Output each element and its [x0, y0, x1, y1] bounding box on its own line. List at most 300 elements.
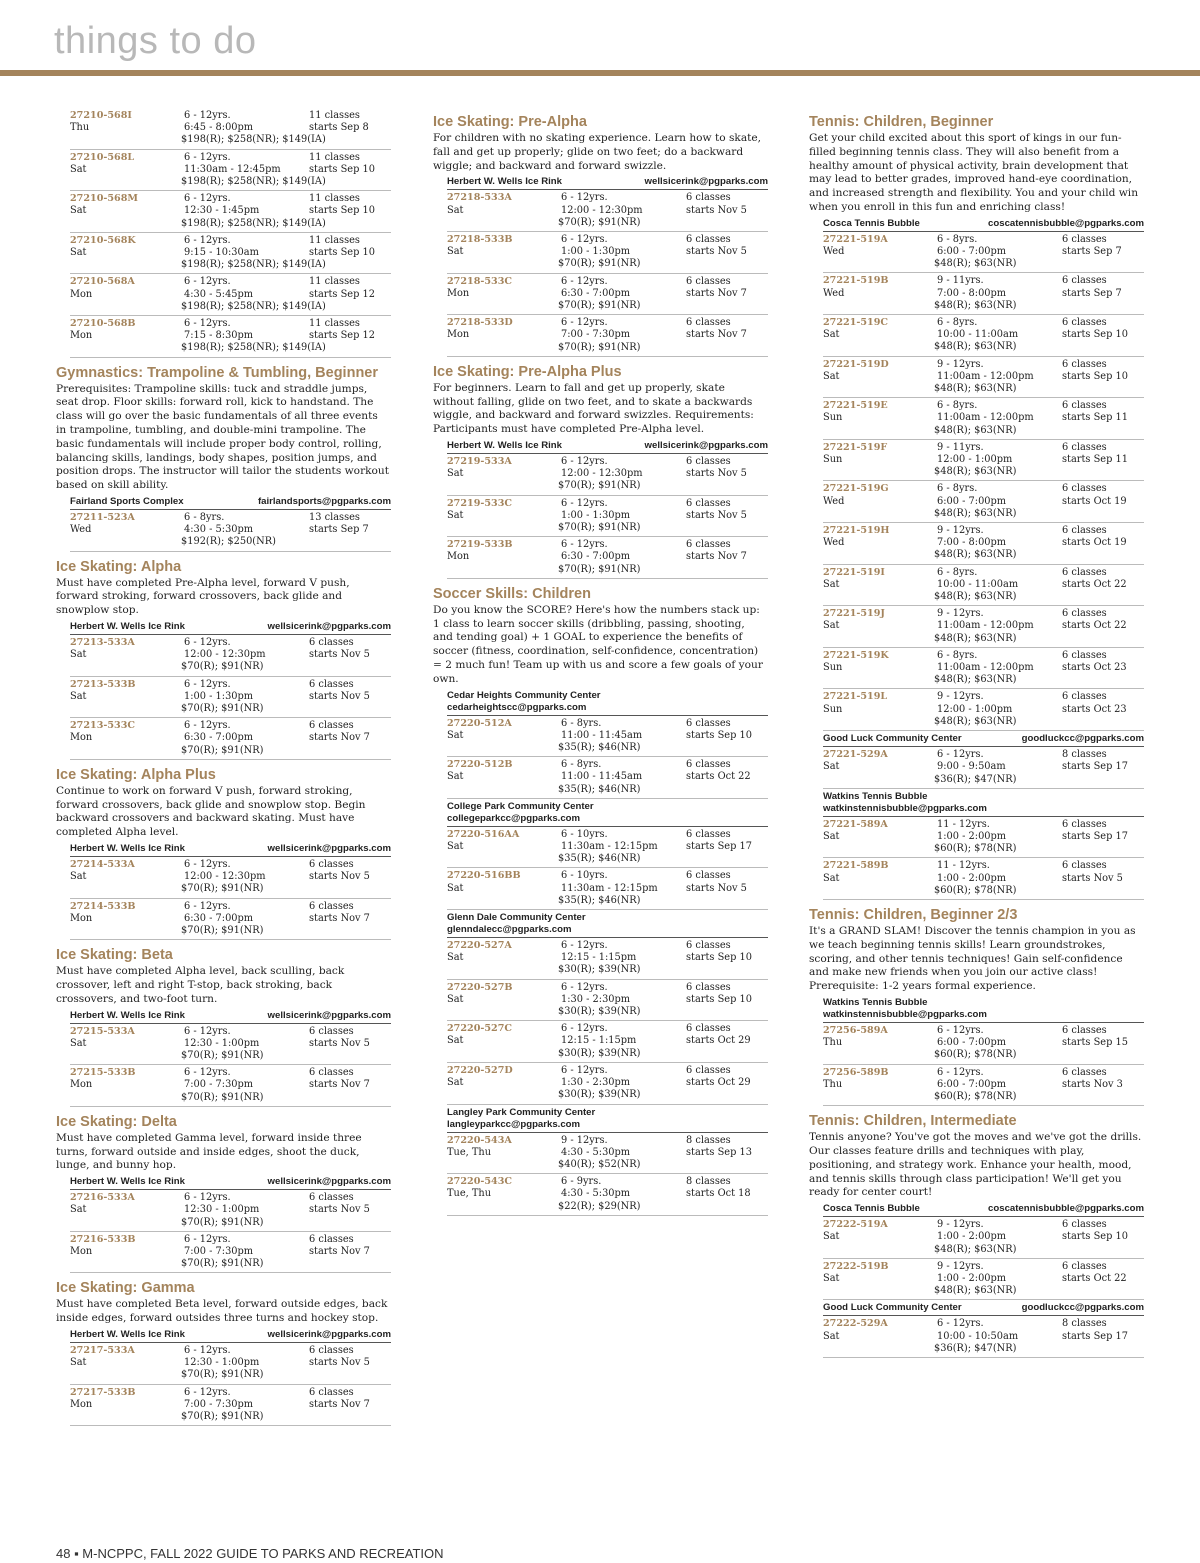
activity-time: 6:30 - 7:00pm — [561, 551, 631, 563]
activity-age: 6 - 12yrs. — [184, 720, 231, 732]
activity-fee: $60(R); $78(NR) — [934, 1090, 1017, 1102]
activity-time: 7:00 - 7:30pm — [561, 329, 631, 341]
activity-time: 9:00 - 9:50am — [937, 761, 1006, 773]
activity-fee: $36(R); $47(NR) — [934, 773, 1017, 785]
activity-start: starts Oct 22 — [1062, 578, 1127, 590]
activity-day: Sat — [447, 771, 464, 783]
activity-classes: 6 classes — [309, 720, 354, 732]
activity-start: starts Oct 22 — [1062, 620, 1127, 632]
activity-code: 27216-533A — [70, 1192, 135, 1204]
activity-code: 27221-519J — [823, 608, 885, 620]
activity-day: Wed — [823, 245, 845, 257]
activity-fee: $60(R); $78(NR) — [934, 843, 1017, 855]
activity-start: starts Nov 7 — [309, 912, 370, 924]
activity-day: Sat — [70, 163, 87, 175]
activity-day: Sun — [823, 412, 843, 424]
activity-row — [447, 827, 768, 869]
activity-start: starts Nov 7 — [309, 1398, 370, 1410]
activity-age: 6 - 8yrs. — [937, 400, 978, 412]
activity-code: 27220-527D — [447, 1064, 513, 1076]
activity-fee: $48(R); $63(NR) — [934, 341, 1017, 353]
location-email: wellsicerink@pgparks.com — [644, 440, 768, 452]
activity-start: starts Sep 11 — [1062, 412, 1128, 424]
activity-code: 27215-533B — [70, 1067, 136, 1079]
program-section — [433, 364, 768, 579]
activity-fee: $48(R); $63(NR) — [934, 299, 1017, 311]
activity-age: 6 - 12yrs. — [561, 317, 608, 329]
activity-fee: $70(R); $91(NR) — [558, 563, 641, 575]
activity-row — [823, 1023, 1144, 1065]
location-header — [447, 1107, 768, 1133]
activity-start: starts Sep 10 — [686, 952, 752, 964]
activity-code: 27221-589A — [823, 818, 888, 830]
activity-fee: $48(R); $63(NR) — [934, 424, 1017, 436]
activity-code: 27220-512A — [447, 717, 512, 729]
activity-day: Sat — [70, 1204, 87, 1216]
activity-row — [823, 648, 1144, 690]
activity-row — [823, 440, 1144, 482]
activity-row — [447, 938, 768, 980]
activity-day: Sat — [447, 952, 464, 964]
activity-time: 1:00 - 1:30pm — [561, 509, 631, 521]
activity-day: Sat — [70, 690, 87, 702]
activity-code: 27219-533A — [447, 456, 512, 468]
activity-start: starts Nov 7 — [309, 1079, 370, 1091]
activity-classes: 6 classes — [1062, 1066, 1107, 1078]
activity-fee: $30(R); $39(NR) — [558, 964, 641, 976]
location-email: wellsicerink@pgparks.com — [267, 1176, 391, 1188]
activity-start: starts Nov 5 — [1062, 872, 1123, 884]
activity-time: 7:00 - 8:00pm — [937, 287, 1007, 299]
activity-time: 1:00 - 1:30pm — [184, 690, 254, 702]
activity-fee: $198(R); $258(NR); $149(IA) — [181, 300, 326, 312]
activity-day: Sat — [70, 247, 87, 259]
activity-row — [823, 1259, 1144, 1301]
activity-classes: 8 classes — [686, 1134, 731, 1146]
activity-time: 10:00 - 11:00am — [937, 578, 1019, 590]
activity-age: 6 - 12yrs. — [561, 456, 608, 468]
location-block — [823, 997, 1144, 1106]
activity-start: starts Sep 10 — [309, 247, 375, 259]
activity-time: 11:30am - 12:45pm — [184, 163, 281, 175]
activity-fee: $30(R); $39(NR) — [558, 1089, 641, 1101]
activity-code: 27221-519E — [823, 400, 888, 412]
activity-row — [823, 273, 1144, 315]
activity-classes: 8 classes — [1062, 1318, 1107, 1330]
activity-start: starts Nov 7 — [686, 551, 747, 563]
page-title: things to do — [54, 20, 257, 62]
activity-classes: 6 classes — [686, 940, 731, 952]
activity-start: starts Nov 3 — [1062, 1078, 1123, 1090]
activity-code: 27256-589A — [823, 1024, 888, 1036]
program-description: It's a GRAND SLAM! Discover the tennis champion in you as we teach beginning tennis skills! Learn groundstrokes, scoring, and other tennis techniques! Gain self-confidence and make new friends when you join our active class! Prerequisite: 1-2 years formal experience. — [809, 924, 1136, 993]
program-title: Ice Skating: Pre-Alpha Plus — [433, 363, 622, 380]
activity-row — [823, 232, 1144, 274]
activity-day: Wed — [823, 287, 845, 299]
activity-age: 6 - 12yrs. — [184, 637, 231, 649]
activity-time: 11:30am - 12:15pm — [561, 841, 658, 853]
activity-time: 12:30 - 1:00pm — [184, 1037, 260, 1049]
activity-row — [70, 1343, 391, 1385]
program-description: Tennis anyone? You've got the moves and we've got the drills. Our classes feature drills and techniques with play, positioning, and strategy work. Enhance your health, mood, and tennis skills through class participation! We'll get you ready for center court! — [809, 1131, 1142, 1199]
activity-fee: $36(R); $47(NR) — [934, 1342, 1017, 1354]
activity-start: starts Sep 10 — [686, 993, 752, 1005]
location-header — [823, 218, 1144, 232]
activity-time: 10:00 - 10:50am — [937, 1330, 1019, 1342]
activity-start: starts Sep 10 — [1062, 1231, 1128, 1243]
activity-code: 27213-533A — [70, 637, 135, 649]
activity-start: starts Nov 5 — [309, 1037, 370, 1049]
activity-day: Sat — [823, 620, 840, 632]
activity-classes: 6 classes — [1062, 317, 1107, 328]
program-title: Ice Skating: Delta — [56, 1113, 177, 1130]
activity-fee: $35(R); $46(NR) — [558, 853, 641, 865]
activity-code: 27210-568B — [70, 318, 136, 330]
activity-fee: $198(R); $258(NR); $149(IA) — [181, 217, 326, 229]
activity-time: 4:30 - 5:30pm — [184, 524, 254, 536]
location-name: College Park Community Center — [447, 800, 594, 812]
activity-code: 27220-527B — [447, 981, 513, 993]
activity-start: starts Nov 5 — [686, 204, 747, 216]
activity-code: 27222-519A — [823, 1219, 888, 1231]
activity-day: Sat — [823, 578, 840, 590]
activity-time: 12:30 - 1:45pm — [184, 205, 260, 217]
activity-day: Sat — [447, 468, 464, 480]
location-email: goodluckcc@pgparks.com — [1021, 733, 1144, 745]
activity-day: Sat — [823, 329, 840, 341]
activity-time: 1:00 - 2:00pm — [937, 872, 1007, 884]
activity-fee: $70(R); $91(NR) — [181, 744, 264, 756]
activity-row — [447, 1063, 768, 1105]
activity-fee: $70(R); $91(NR) — [181, 1411, 264, 1423]
activity-classes: 6 classes — [686, 981, 731, 993]
activity-age: 6 - 12yrs. — [184, 1345, 231, 1357]
activity-code: 27210-568K — [70, 234, 136, 246]
activity-age: 6 - 12yrs. — [184, 1025, 231, 1037]
location-name: Herbert W. Wells Ice Rink — [70, 1329, 185, 1341]
activity-fee: $40(R); $52(NR) — [558, 1158, 641, 1170]
activity-time: 7:15 - 8:30pm — [184, 330, 254, 342]
activity-classes: 6 classes — [309, 637, 354, 649]
activity-time: 6:30 - 7:00pm — [184, 732, 254, 744]
activity-row — [447, 980, 768, 1022]
activity-classes: 6 classes — [309, 900, 354, 912]
activity-start: starts Oct 19 — [1062, 495, 1127, 507]
program-title: Ice Skating: Beta — [56, 947, 173, 964]
activity-classes: 11 classes — [309, 234, 360, 246]
activity-day: Sun — [823, 454, 843, 466]
location-header — [823, 997, 1144, 1023]
activity-time: 7:00 - 7:30pm — [184, 1246, 254, 1258]
activity-classes: 6 classes — [686, 828, 731, 840]
activity-start: starts Sep 10 — [1062, 370, 1128, 382]
activity-age: 6 - 8yrs. — [184, 512, 225, 524]
activity-classes: 6 classes — [686, 192, 731, 204]
activity-row — [447, 315, 768, 357]
activity-day: Sat — [447, 1035, 464, 1047]
location-block — [70, 843, 391, 940]
location-block — [70, 1176, 391, 1273]
activity-start: starts Oct 18 — [686, 1188, 751, 1200]
page-header — [0, 0, 1200, 80]
activity-age: 6 - 8yrs. — [937, 566, 978, 578]
activity-fee: $48(R); $63(NR) — [934, 549, 1017, 561]
activity-row — [823, 858, 1144, 900]
program-description: Must have completed Pre-Alpha level, forward V push, forward stroking, forward crossovers, back glide and snowplow stop. — [56, 576, 350, 617]
activity-classes: 6 classes — [1062, 649, 1107, 661]
activity-day: Sat — [70, 1037, 87, 1049]
header-rule — [0, 70, 1200, 76]
activity-age: 6 - 12yrs. — [184, 193, 231, 205]
activity-row — [823, 357, 1144, 399]
location-name: Cosca Tennis Bubble — [823, 217, 920, 229]
activity-row — [447, 1174, 768, 1216]
location-email: cedarheightscc@pgparks.com — [447, 701, 587, 713]
activity-code: 27221-519B — [823, 275, 889, 287]
activity-age: 6 - 12yrs. — [184, 110, 231, 121]
activity-start: starts Nov 5 — [686, 882, 747, 894]
activity-day: Mon — [70, 732, 93, 744]
program-title: Soccer Skills: Children — [433, 585, 591, 602]
activity-start: starts Sep 10 — [1062, 329, 1128, 341]
program-description: Prerequisites: Trampoline skills: tuck and straddle jumps, seat drop. Floor skills: forward roll, kick to handstand. The class will go over the basic fundamentals of all three events in trampoline, tumbling, and double-mini trampoline. The basic fundamentals will include proper body control, rolling, balancing skills, landings, body shapes, position jumps, and position drops. The instructor will tailor the students workout based on skill ability. — [56, 382, 390, 492]
activity-row — [447, 716, 768, 758]
activity-start: starts Sep 11 — [1062, 454, 1128, 466]
activity-day: Sat — [823, 370, 840, 382]
activity-fee: $30(R); $39(NR) — [558, 1006, 641, 1018]
activity-day: Tue, Thu — [447, 1146, 492, 1158]
activity-classes: 6 classes — [1062, 691, 1107, 703]
activity-row — [823, 523, 1144, 565]
activity-age: 9 - 12yrs. — [937, 1219, 984, 1231]
activity-day: Sat — [447, 729, 464, 741]
activity-classes: 6 classes — [309, 1233, 354, 1245]
location-block — [447, 1107, 768, 1216]
activity-row — [70, 233, 391, 275]
activity-row — [70, 1190, 391, 1232]
activity-age: 6 - 12yrs. — [184, 1067, 231, 1079]
activity-time: 12:30 - 1:00pm — [184, 1357, 260, 1369]
activity-start: starts Oct 22 — [1062, 1272, 1127, 1284]
activity-time: 6:45 - 8:00pm — [184, 122, 254, 134]
activity-start: starts Nov 7 — [686, 287, 747, 299]
activity-age: 6 - 9yrs. — [561, 1176, 602, 1188]
activity-time: 12:00 - 1:00pm — [937, 703, 1013, 715]
activity-code: 27221-519C — [823, 317, 889, 328]
activity-day: Wed — [70, 524, 92, 536]
activity-day: Sat — [823, 830, 840, 842]
location-email: watkinstennisbubble@pgparks.com — [823, 1008, 987, 1020]
activity-time: 6:00 - 7:00pm — [937, 1037, 1007, 1049]
activity-day: Sat — [823, 1272, 840, 1284]
activity-age: 6 - 10yrs. — [561, 870, 608, 882]
activity-start: starts Sep 15 — [1062, 1037, 1128, 1049]
activity-day: Thu — [823, 1037, 843, 1049]
activity-start: starts Oct 22 — [686, 771, 751, 783]
activity-day: Mon — [70, 1398, 93, 1410]
location-email: wellsicerink@pgparks.com — [267, 843, 391, 855]
program-description: Continue to work on forward V push, forward stroking, forward crossovers, back glide and snowplow stop. Begin backward crossovers and backward skating. Must have completed Alpha level. — [56, 784, 366, 839]
activity-start: starts Oct 19 — [1062, 537, 1127, 549]
program-title: Ice Skating: Alpha Plus — [56, 766, 216, 783]
column-1 — [56, 108, 391, 1433]
activity-age: 9 - 11yrs. — [937, 275, 984, 287]
activity-row — [70, 857, 391, 899]
activity-time: 10:00 - 11:00am — [937, 329, 1019, 341]
activity-code: 27215-533A — [70, 1025, 135, 1037]
activity-fee: $70(R); $91(NR) — [558, 216, 641, 228]
activity-classes: 6 classes — [1062, 525, 1107, 537]
activity-row — [823, 747, 1144, 789]
activity-start: starts Nov 5 — [309, 871, 370, 883]
location-name: Good Luck Community Center — [823, 733, 962, 745]
location-header — [823, 1203, 1144, 1217]
activity-classes: 6 classes — [1062, 275, 1107, 287]
activity-classes: 6 classes — [1062, 1219, 1107, 1231]
activity-start: starts Oct 29 — [686, 1077, 751, 1089]
activity-age: 6 - 12yrs. — [184, 234, 231, 246]
activity-row — [447, 454, 768, 496]
activity-fee: $22(R); $29(NR) — [558, 1200, 641, 1212]
activity-code: 27210-568L — [70, 151, 135, 163]
activity-row — [447, 232, 768, 274]
location-name: Watkins Tennis Bubble — [823, 790, 928, 802]
activity-start: starts Nov 7 — [309, 1246, 370, 1258]
activity-age: 6 - 8yrs. — [937, 649, 978, 661]
program-title: Tennis: Children, Beginner 2/3 — [809, 906, 1018, 923]
activity-age: 6 - 12yrs. — [561, 497, 608, 509]
activity-fee: $70(R); $91(NR) — [181, 1369, 264, 1381]
activity-start: starts Nov 7 — [309, 732, 370, 744]
activity-day: Sat — [823, 872, 840, 884]
activity-code: 27220-516BB — [447, 870, 521, 882]
activity-classes: 11 classes — [309, 193, 360, 205]
activity-fee: $198(R); $258(NR); $149(IA) — [181, 176, 326, 188]
activity-code: 27218-533B — [447, 234, 513, 245]
activity-start: starts Nov 5 — [686, 468, 747, 480]
location-email: collegeparkcc@pgparks.com — [447, 812, 581, 824]
activity-classes: 6 classes — [309, 1067, 354, 1079]
location-header — [447, 912, 768, 938]
activity-row — [823, 481, 1144, 523]
activity-age: 11 - 12yrs. — [937, 818, 990, 830]
activity-code: 27210-568M — [70, 193, 139, 205]
activity-time: 4:30 - 5:45pm — [184, 288, 254, 300]
program-description: Do you know the SCORE? Here's how the numbers stack up: 1 class to learn soccer skills (dribbling, passing, shooting, and tending goal) + 1 GOAL to experience the benefits of soccer (fitness, coordination, self-confidence, concentration) = 2 much fun! Team up with us and score a few goals of your own. — [433, 603, 763, 685]
activity-time: 6:30 - 7:00pm — [561, 287, 631, 299]
location-name: Good Luck Community Center — [823, 1302, 962, 1314]
activity-fee: $70(R); $91(NR) — [181, 703, 264, 715]
activity-day: Sat — [447, 204, 464, 216]
activity-fee: $48(R); $63(NR) — [934, 1285, 1017, 1297]
location-name: Glenn Dale Community Center — [447, 912, 586, 924]
activity-age: 6 - 12yrs. — [184, 1386, 231, 1398]
program-title: Ice Skating: Pre-Alpha — [433, 114, 587, 130]
activity-classes: 6 classes — [1062, 400, 1107, 412]
activity-day: Sat — [70, 649, 87, 661]
activity-code: 27213-533C — [70, 720, 136, 732]
activity-code: 27218-533C — [447, 275, 513, 287]
activity-code: 27221-519F — [823, 441, 888, 453]
activity-fee: $30(R); $39(NR) — [558, 1047, 641, 1059]
activity-day: Wed — [823, 537, 845, 549]
location-email: watkinstennisbubble@pgparks.com — [823, 802, 987, 814]
activity-row — [70, 274, 391, 316]
activity-classes: 13 classes — [309, 512, 360, 524]
activity-time: 4:30 - 5:30pm — [561, 1146, 631, 1158]
location-block — [823, 218, 1144, 731]
activity-fee: $35(R); $46(NR) — [558, 742, 641, 754]
program-section — [56, 365, 391, 552]
activity-time: 6:00 - 7:00pm — [937, 1078, 1007, 1090]
program-title: Tennis: Children, Beginner — [809, 114, 994, 130]
activity-classes: 6 classes — [1062, 608, 1107, 620]
activity-code: 27220-527C — [447, 1023, 513, 1035]
activity-age: 6 - 12yrs. — [561, 539, 608, 551]
activity-fee: $60(R); $78(NR) — [934, 884, 1017, 896]
activity-time: 6:00 - 7:00pm — [937, 495, 1007, 507]
location-name: Herbert W. Wells Ice Rink — [447, 176, 562, 188]
activity-code: 27218-533D — [447, 317, 513, 329]
activity-start: starts Oct 23 — [1062, 703, 1127, 715]
column-2 — [433, 108, 768, 1223]
activity-fee: $70(R); $91(NR) — [558, 258, 641, 270]
activity-time: 9:15 - 10:30am — [184, 247, 259, 259]
activity-start: starts Nov 5 — [309, 690, 370, 702]
location-block — [447, 912, 768, 1104]
activity-start: starts Nov 5 — [309, 649, 370, 661]
activity-age: 6 - 12yrs. — [561, 234, 608, 245]
activity-day: Sat — [447, 882, 464, 894]
program-section — [56, 947, 391, 1107]
program-section — [433, 586, 768, 1216]
activity-time: 1:00 - 1:30pm — [561, 246, 631, 258]
activity-day: Sat — [447, 509, 464, 521]
activity-age: 9 - 12yrs. — [561, 1134, 608, 1146]
activity-classes: 6 classes — [1062, 566, 1107, 578]
location-header — [447, 176, 768, 190]
activity-classes: 11 classes — [309, 318, 360, 330]
activity-code: 27221-589B — [823, 860, 889, 872]
activity-day: Mon — [70, 330, 93, 342]
location-email: glenndalecc@pgparks.com — [447, 924, 572, 936]
column-3 — [809, 108, 1144, 1365]
activity-time: 11:00 - 11:45am — [561, 771, 643, 783]
activity-classes: 6 classes — [309, 1025, 354, 1037]
activity-code: 27220-516AA — [447, 828, 520, 840]
activity-day: Mon — [70, 1079, 93, 1091]
activity-day: Sat — [447, 993, 464, 1005]
activity-classes: 6 classes — [1062, 358, 1107, 370]
activity-day: Sun — [823, 703, 843, 715]
location-header — [70, 621, 391, 635]
activity-age: 6 - 12yrs. — [184, 1233, 231, 1245]
activity-day: Sat — [70, 1357, 87, 1369]
activity-time: 7:00 - 7:30pm — [184, 1079, 254, 1091]
activity-day: Mon — [70, 288, 93, 300]
program-title: Ice Skating: Alpha — [56, 558, 182, 575]
activity-age: 9 - 12yrs. — [937, 691, 984, 703]
activity-age: 6 - 12yrs. — [184, 900, 231, 912]
activity-age: 9 - 12yrs. — [937, 358, 984, 370]
activity-classes: 6 classes — [309, 1192, 354, 1204]
activity-code: 27221-519L — [823, 691, 888, 703]
activity-row — [823, 1065, 1144, 1107]
activity-classes: 6 classes — [1062, 483, 1107, 495]
activity-age: 6 - 12yrs. — [184, 859, 231, 871]
activity-age: 9 - 12yrs. — [937, 525, 984, 537]
activity-day: Mon — [70, 912, 93, 924]
